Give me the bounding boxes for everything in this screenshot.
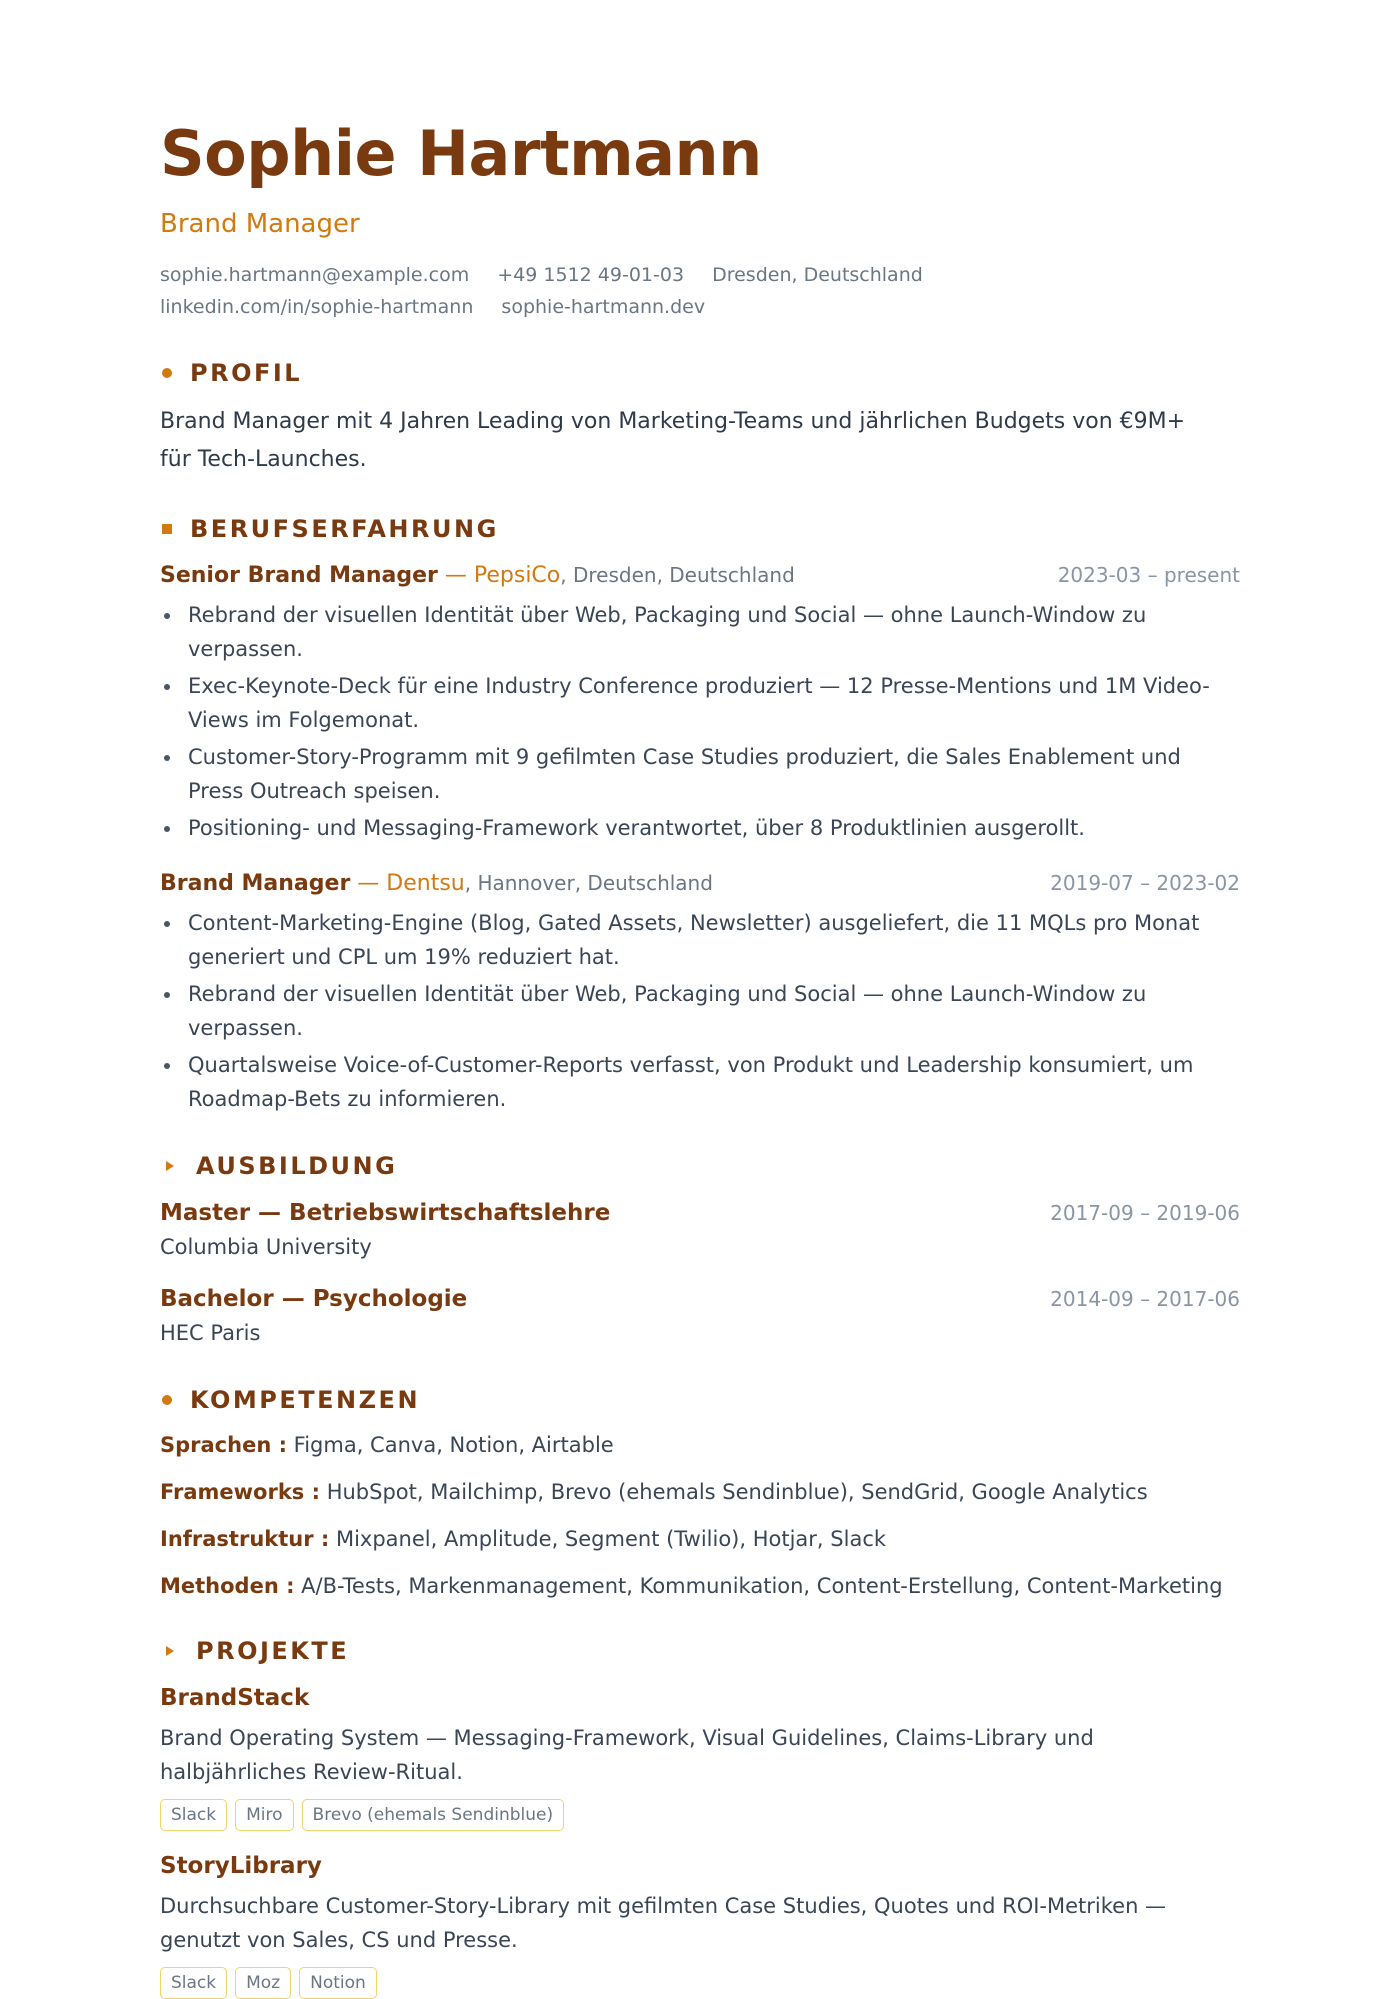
project-description: Brand Operating System — Messaging-Framework, Visual Guidelines, Claims-Library und halbjährliches Review-Ritual. bbox=[160, 1726, 1094, 1785]
triangle-bullet-icon bbox=[166, 1646, 174, 1656]
job-entry bbox=[160, 867, 1240, 1116]
job-location: , Dresden, Deutschland bbox=[560, 563, 795, 588]
list-item: Rebrand der visuellen Identität über Web, Packaging und Social — ohne Launch-Window zu verpassen. bbox=[160, 977, 1240, 1045]
education-dates: 2014-09 – 2017-06 bbox=[1050, 1287, 1240, 1312]
school: Columbia University bbox=[160, 1235, 372, 1260]
skill-value: Figma, Canva, Notion, Airtable bbox=[286, 1433, 614, 1458]
list-item: Positioning- und Messaging-Framework verantwortet, über 8 Produktlinien ausgerollt. bbox=[160, 811, 1240, 845]
section-title: AUSBILDUNG bbox=[196, 1152, 398, 1181]
degree: Bachelor — Psychologie bbox=[160, 1286, 468, 1313]
skill-label: Methoden : bbox=[160, 1574, 295, 1599]
skill-row bbox=[160, 1430, 1240, 1460]
projects-section bbox=[160, 1637, 1240, 1999]
contact-linkedin[interactable]: linkedin.com/in/sophie-hartmann bbox=[160, 296, 474, 319]
job-bullets bbox=[160, 906, 1240, 1116]
job-entry bbox=[160, 559, 1240, 845]
contact-location: Dresden, Deutschland bbox=[712, 264, 923, 287]
project-entry bbox=[160, 1681, 1240, 1831]
section-heading bbox=[160, 1152, 1240, 1180]
job-title: Senior Brand Manager bbox=[160, 563, 438, 589]
skill-value: A/B-Tests, Markenmanagement, Kommunikation, Content-Erstellung, Content-Marketing bbox=[294, 1574, 1223, 1599]
section-title: KOMPETENZEN bbox=[190, 1386, 421, 1415]
job-role: Brand Manager bbox=[160, 209, 360, 240]
section-heading bbox=[160, 515, 1240, 543]
education-entry bbox=[160, 1196, 1240, 1264]
page-title: Sophie Hartmann bbox=[160, 117, 762, 190]
education-entry bbox=[160, 1282, 1240, 1350]
job-dates: 2019-07 – 2023-02 bbox=[1050, 871, 1240, 896]
school: HEC Paris bbox=[160, 1321, 261, 1346]
section-title: PROJEKTE bbox=[196, 1637, 350, 1666]
job-company: — PepsiCo bbox=[437, 563, 561, 589]
section-heading bbox=[160, 1637, 1240, 1665]
job-company: — Dentsu bbox=[350, 871, 465, 897]
list-item: Exec-Keynote-Deck für eine Industry Conference produziert — 12 Presse-Mentions und 1M Video-Views im Folgemonat. bbox=[160, 669, 1240, 737]
list-item: Content-Marketing-Engine (Blog, Gated Assets, Newsletter) ausgeliefert, die 11 MQLs pro Monat generiert und CPL um 19% reduziert hat. bbox=[160, 906, 1240, 974]
skill-value: HubSpot, Mailchimp, Brevo (ehemals Sendinblue), SendGrid, Google Analytics bbox=[320, 1480, 1148, 1505]
tag: Moz bbox=[235, 1967, 291, 1999]
section-heading bbox=[160, 359, 1240, 387]
contact-line bbox=[160, 259, 1160, 323]
list-item: Customer-Story-Programm mit 9 gefilmten Case Studies produziert, die Sales Enablement und Press Outreach speisen. bbox=[160, 740, 1240, 808]
project-entry bbox=[160, 1849, 1240, 1999]
section-title: PROFIL bbox=[190, 359, 303, 388]
project-name: StoryLibrary bbox=[160, 1853, 322, 1880]
skill-row bbox=[160, 1477, 1240, 1507]
list-item: Rebrand der visuellen Identität über Web, Packaging und Social — ohne Launch-Window zu verpassen. bbox=[160, 598, 1240, 666]
section-heading bbox=[160, 1386, 1240, 1414]
skills-section bbox=[160, 1386, 1240, 1601]
tag-list bbox=[160, 1967, 1240, 1999]
tag: Miro bbox=[235, 1799, 293, 1831]
contact-website[interactable]: sophie-hartmann.dev bbox=[501, 296, 706, 319]
skill-value: Mixpanel, Amplitude, Segment (Twilio), Hotjar, Slack bbox=[329, 1527, 887, 1552]
square-bullet-icon bbox=[162, 524, 172, 534]
experience-section bbox=[160, 515, 1240, 1116]
project-description: Durchsuchbare Customer-Story-Library mit gefilmten Case Studies, Quotes und ROI-Metriken — genutzt von Sales, CS und Presse. bbox=[160, 1894, 1167, 1953]
skill-row bbox=[160, 1571, 1240, 1601]
education-dates: 2017-09 – 2019-06 bbox=[1050, 1201, 1240, 1226]
project-name: BrandStack bbox=[160, 1685, 310, 1712]
degree: Master — Betriebswirtschaftslehre bbox=[160, 1200, 611, 1227]
job-bullets bbox=[160, 598, 1240, 845]
job-header bbox=[160, 559, 1240, 592]
contact-phone[interactable]: +49 1512 49-01-03 bbox=[497, 264, 685, 287]
circle-bullet-icon bbox=[162, 1395, 172, 1405]
contact-email[interactable]: sophie.hartmann@example.com bbox=[160, 264, 470, 287]
tag: Slack bbox=[160, 1799, 227, 1831]
triangle-bullet-icon bbox=[166, 1161, 174, 1171]
skill-label: Sprachen : bbox=[160, 1433, 287, 1458]
skill-label: Infrastruktur : bbox=[160, 1527, 330, 1552]
profile-text: Brand Manager mit 4 Jahren Leading von Marketing-Teams und jährlichen Budgets von €9M+ für Tech-Launches. bbox=[160, 409, 1186, 473]
job-header bbox=[160, 867, 1240, 900]
tag: Notion bbox=[299, 1967, 377, 1999]
section-title: BERUFSERFAHRUNG bbox=[190, 515, 499, 544]
job-location: , Hannover, Deutschland bbox=[464, 871, 713, 896]
profile-section bbox=[160, 359, 1240, 479]
education-section bbox=[160, 1152, 1240, 1350]
skill-label: Frameworks : bbox=[160, 1480, 321, 1505]
job-title: Brand Manager bbox=[160, 871, 351, 897]
tag: Slack bbox=[160, 1967, 227, 1999]
job-dates: 2023-03 – present bbox=[1057, 563, 1240, 588]
skill-row bbox=[160, 1524, 1240, 1554]
list-item: Quartalsweise Voice-of-Customer-Reports verfasst, von Produkt und Leadership konsumiert, um Roadmap-Bets zu informieren. bbox=[160, 1048, 1240, 1116]
tag: Brevo (ehemals Sendinblue) bbox=[302, 1799, 565, 1831]
circle-bullet-icon bbox=[162, 368, 172, 378]
tag-list bbox=[160, 1799, 1240, 1831]
